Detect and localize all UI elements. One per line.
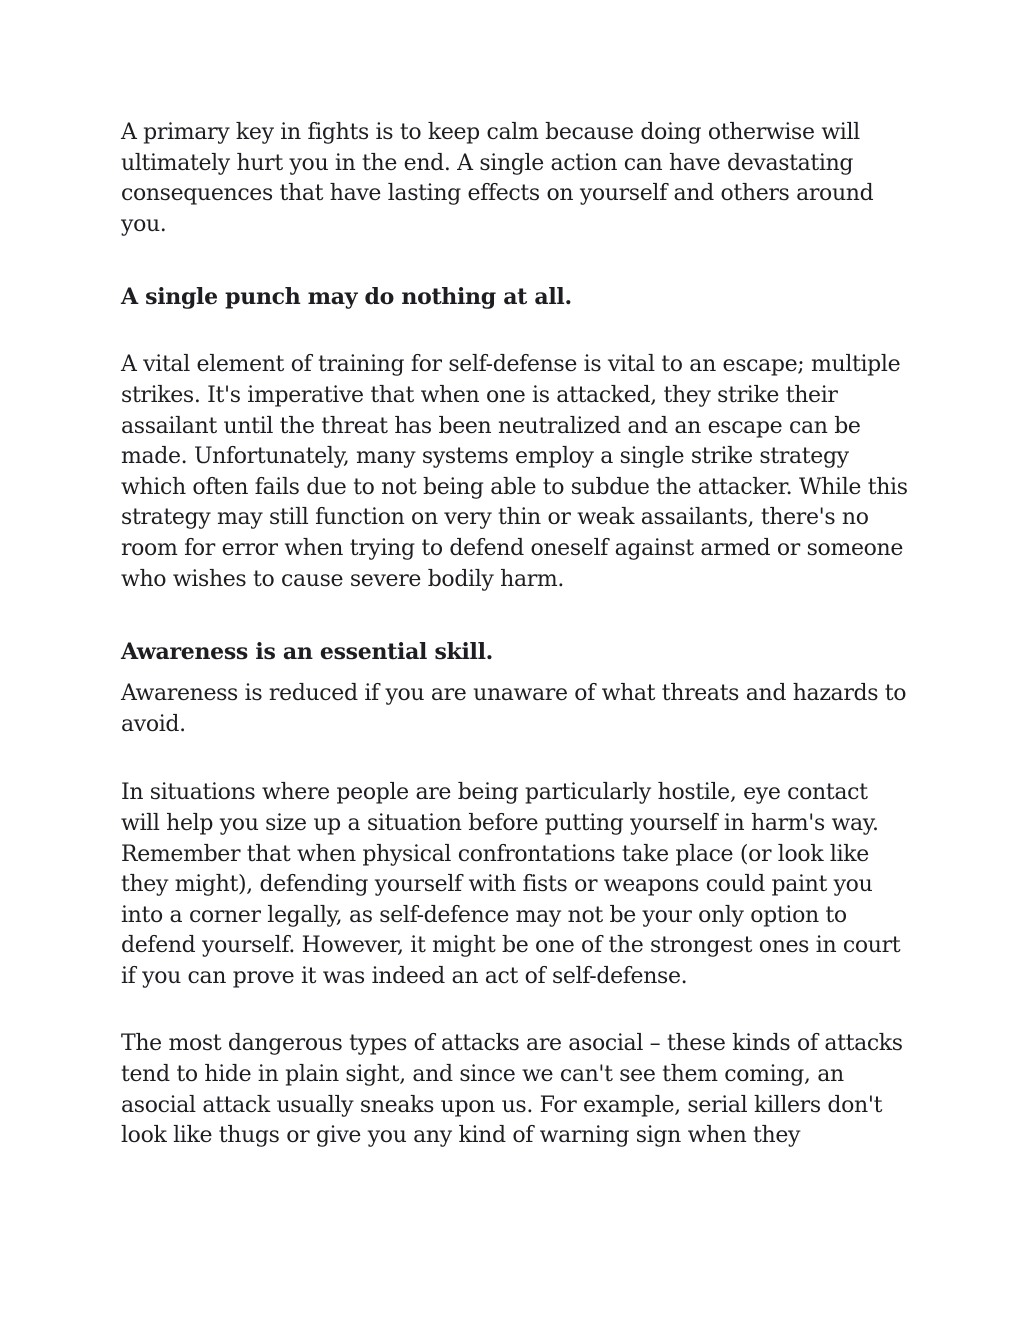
body-paragraph: A vital element of training for self-defense is vital to an escape; multiple strikes. It's imperative that when one is attacked, they strike their assailant until the threat has been neutralized and an escape can be made. Unfortunately, many systems employ a single strike strategy which often fails due to not being able to subdue the attacker. While this strategy may still function on very thin or weak assailants, there's no room for error when trying to defend oneself against armed or someone who wishes to cause severe bodily harm. <box>121 352 908 592</box>
section-heading: Awareness is an essential skill. <box>121 639 494 666</box>
body-paragraph: A primary key in fights is to keep calm because doing otherwise will ultimately hurt you in the end. A single action can have devastating consequences that have lasting effects on yourself and others around you. <box>121 120 874 237</box>
document-page <box>121 118 911 1152</box>
body-paragraph: The most dangerous types of attacks are asocial – these kinds of attacks tend to hide in plain sight, and since we can't see them coming, an asocial attack usually sneaks upon us. For example, serial killers don't look like thugs or give you any kind of warning sign when they <box>121 1031 903 1149</box>
body-paragraph: In situations where people are being particularly hostile, eye contact will help you size up a situation before putting yourself in harm's way. Remember that when physical confrontations take place (or look like they might), defending yourself with fists or weapons could paint you into a corner legally, as self-defence may not be your only option to defend yourself. However, it might be one of the strongest ones in court if you can prove it was indeed an act of self-defense. <box>121 780 901 989</box>
body-paragraph: Awareness is reduced if you are unaware of what threats and hazards to avoid. <box>121 681 907 737</box>
section-heading: A single punch may do nothing at all. <box>121 284 572 311</box>
